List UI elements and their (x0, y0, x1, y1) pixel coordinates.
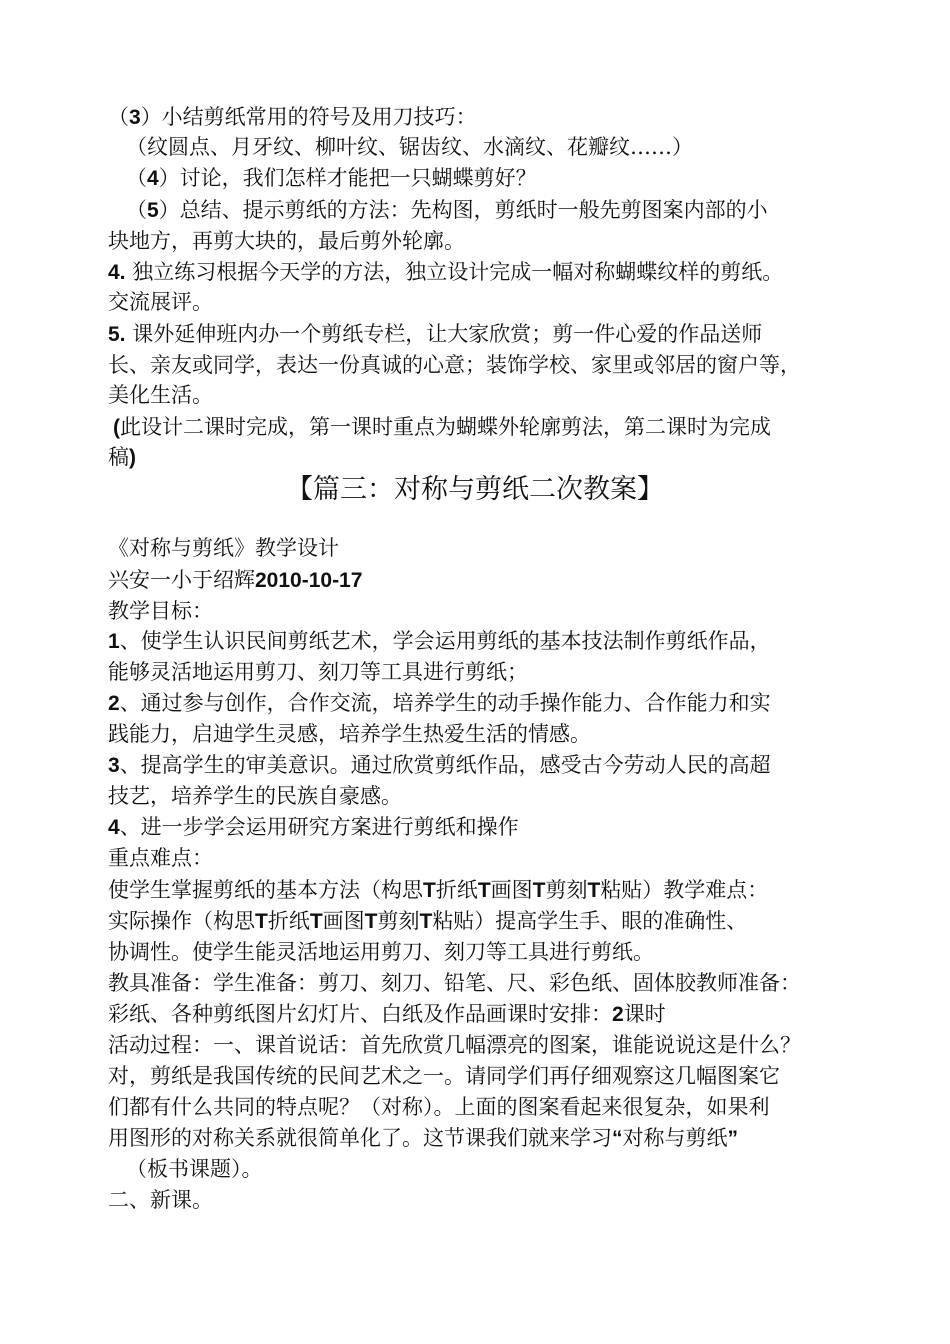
text-line: （4）讨论，我们怎样才能把一只蝴蝶剪好？ (126, 166, 537, 190)
text-line: 美化生活。 (108, 383, 213, 407)
text-line: 对，剪纸是我国传统的民间艺术之一。请同学们再仔细观察这几幅图案它 (108, 1064, 780, 1088)
text-line: 1、使学生认识民间剪纸艺术，学会运用剪纸的基本技法制作剪纸作品， (108, 629, 771, 653)
text-line: 兴安一小于绍辉2010-10-17 (108, 568, 363, 592)
text-line: （3）小结剪纸常用的符号及用刀技巧： (108, 105, 477, 129)
text-line: 们都有什么共同的特点呢？（对称）。上面的图案看起来很复杂，如果利 (108, 1095, 770, 1119)
text-line: 重点难点： (108, 846, 213, 870)
text-line: 能够灵活地运用剪刀、刻刀等工具进行剪纸； (108, 660, 528, 684)
section-title: 【篇三：对称与剪纸二次教案】 (286, 474, 664, 505)
text-line: 教具准备：学生准备：剪刀、刻刀、铅笔、尺、彩色纸、固体胶教师准备： (108, 971, 801, 995)
text-line: 教学目标： (108, 599, 213, 623)
text-line: 稿) (108, 445, 136, 469)
text-line: 践能力，启迪学生灵感，培养学生热爱生活的情感。 (108, 722, 591, 746)
text-line: 使学生掌握剪纸的基本方法（构思T折纸T画图T剪刻T粘贴）教学难点： (108, 878, 769, 902)
text-line: （5）总结、提示剪纸的方法：先构图，剪纸时一般先剪图案内部的小 (126, 198, 768, 222)
text-line: （纹圆点、月牙纹、柳叶纹、锯齿纹、水滴纹、花瓣纹……） (126, 135, 693, 159)
text-line: 4. 独立练习根据今天学的方法，独立设计完成一幅对称蝴蝶纹样的剪纸。 (108, 260, 784, 284)
text-line: 2、通过参与创作，合作交流，培养学生的动手操作能力、合作能力和实 (108, 691, 771, 715)
text-line: 协调性。使学生能灵活地运用剪刀、刻刀等工具进行剪纸。 (108, 940, 654, 964)
text-line: 交流展评。 (108, 290, 213, 314)
text-line: 用图形的对称关系就很简单化了。这节课我们就来学习“对称与剪纸” (108, 1126, 738, 1150)
text-line: 活动过程：一、课首说话：首先欣赏几幅漂亮的图案，谁能说说这是什么？ (108, 1033, 801, 1057)
text-line: 长、亲友或同学，表达一份真诚的心意；装饰学校、家里或邻居的窗户等， (108, 353, 801, 377)
text-line: 彩纸、各种剪纸图片幻灯片、白纸及作品画课时安排：2课时 (108, 1002, 666, 1026)
text-line: 技艺，培养学生的民族自豪感。 (108, 784, 402, 808)
text-line: 实际操作（构思T折纸T画图T剪刻T粘贴）提高学生手、眼的准确性、 (108, 909, 748, 933)
text-line: 3、提高学生的审美意识。通过欣赏剪纸作品，感受古今劳动人民的高超 (108, 753, 771, 777)
text-line: 4、进一步学会运用研究方案进行剪纸和操作 (108, 815, 519, 839)
text-line: (此设计二课时完成，第一课时重点为蝴蝶外轮廓剪法，第二课时为完成 (113, 415, 771, 439)
text-line: 二、新课。 (108, 1188, 213, 1212)
text-line: 《对称与剪纸》教学设计 (108, 536, 339, 560)
text-line: 5. 课外延伸班内办一个剪纸专栏，让大家欣赏；剪一件心爱的作品送师 (108, 322, 763, 346)
text-line: （板书课题）。 (126, 1157, 263, 1181)
text-line: 块地方，再剪大块的，最后剪外轮廓。 (108, 229, 465, 253)
